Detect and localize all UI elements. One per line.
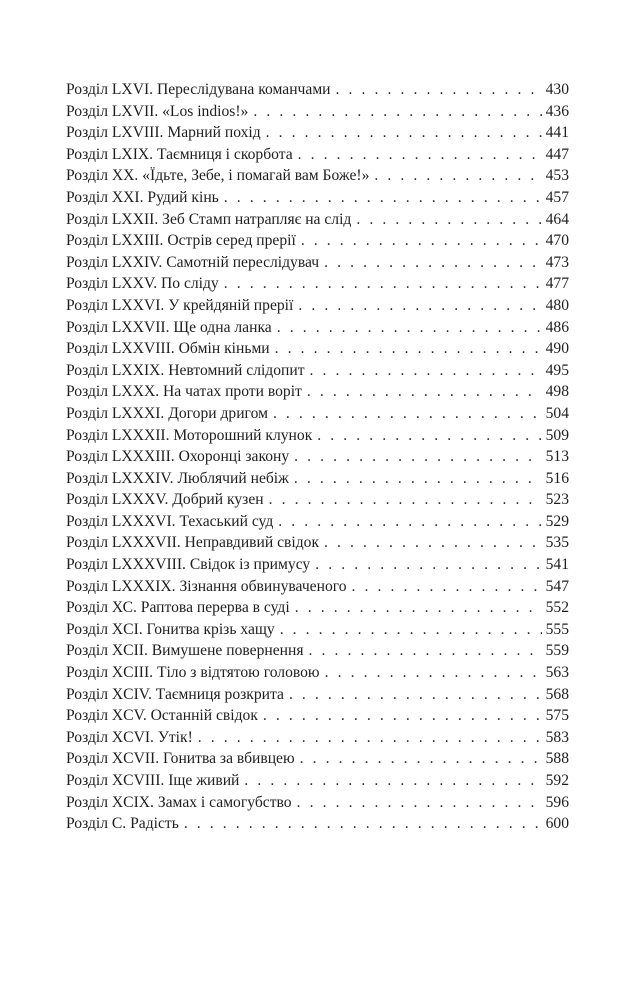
dot-leader — [278, 511, 541, 533]
dot-leader — [324, 532, 542, 554]
chapter-title: Розділ LXXXI. Догори дригом — [66, 404, 268, 422]
page-number: 563 — [545, 664, 569, 682]
dot-leader — [301, 230, 542, 252]
toc-entry[interactable] — [66, 381, 569, 403]
dot-leader — [253, 101, 541, 123]
toc-entry[interactable] — [66, 684, 569, 706]
toc-entry[interactable] — [66, 597, 569, 619]
dot-leader — [273, 403, 542, 425]
page-number: 516 — [545, 469, 569, 487]
page-number: 552 — [545, 599, 569, 617]
table-of-contents — [66, 79, 569, 835]
toc-entry[interactable] — [66, 511, 569, 533]
toc-entry[interactable] — [66, 187, 569, 209]
dot-leader — [336, 79, 542, 101]
dot-leader — [317, 425, 541, 447]
dot-leader — [269, 489, 542, 511]
chapter-title: Розділ XCVIII. Іще живий — [66, 772, 240, 789]
dot-leader — [294, 446, 541, 468]
chapter-title: Розділ LXXIX. Невтомний слідопит — [66, 361, 305, 379]
dot-leader — [325, 662, 542, 684]
page-number: 430 — [545, 81, 569, 98]
toc-entry[interactable] — [66, 792, 569, 814]
page-number: 575 — [545, 707, 569, 725]
dot-leader — [310, 360, 542, 382]
chapter-title: Розділ LXXVII. Ще одна ланка — [66, 318, 272, 336]
chapter-title: Розділ XCIII. Тіло з відтятою головою — [66, 664, 320, 682]
page-number: 529 — [545, 512, 569, 530]
chapter-title: Розділ LXXII. Зеб Стамп натрапляє на слід — [66, 210, 352, 228]
chapter-title: Розділ С. Радість — [66, 815, 179, 833]
chapter-title: Розділ LXXXII. Моторошний клунок — [66, 426, 313, 444]
chapter-title: Розділ XCI. Гонитва крізь хащу — [66, 620, 275, 638]
page-number: 447 — [545, 145, 569, 163]
toc-entry[interactable] — [66, 101, 569, 123]
page-number: 498 — [545, 383, 569, 401]
chapter-title: Розділ XCIV. Таємниця розкрита — [66, 685, 284, 703]
toc-entry[interactable] — [66, 425, 569, 447]
page-number: 436 — [545, 102, 569, 120]
chapter-title: Розділ LXXXIX. Зізнання обвинуваченого — [66, 577, 347, 595]
dot-leader — [244, 770, 541, 792]
toc-entry[interactable] — [66, 122, 569, 144]
chapter-title: Розділ XCIX. Замах і самогубство — [66, 793, 292, 811]
chapter-title: Розділ LXXV. По сліду — [66, 275, 219, 293]
chapter-title: Розділ LXXXIII. Охоронці закону — [66, 448, 290, 466]
toc-entry[interactable] — [66, 209, 569, 231]
page-number: 559 — [545, 642, 569, 660]
chapter-title: Розділ LXXIV. Самотній переслідувач — [66, 253, 320, 271]
chapter-title: Розділ XXI. Рудий кінь — [66, 188, 219, 206]
toc-entry[interactable] — [66, 468, 569, 490]
chapter-title: Розділ LXXXVII. Неправдивий свідок — [66, 534, 320, 552]
toc-entry[interactable] — [66, 165, 569, 187]
dot-leader — [198, 727, 542, 749]
page-number: 504 — [545, 404, 569, 422]
toc-entry[interactable] — [66, 770, 569, 792]
dot-leader — [224, 273, 542, 295]
toc-entry[interactable] — [66, 360, 569, 382]
page-number: 583 — [545, 728, 569, 746]
page-number: 464 — [545, 210, 569, 228]
chapter-title: Розділ LXIX. Таємниця і скорбота — [66, 145, 293, 163]
toc-entry[interactable] — [66, 317, 569, 339]
dot-leader — [277, 317, 542, 339]
toc-entry[interactable] — [66, 813, 569, 835]
chapter-title: Розділ LXVIII. Марний похід — [66, 124, 261, 142]
page-number: 568 — [545, 685, 569, 703]
toc-entry[interactable] — [66, 748, 569, 770]
dot-leader — [309, 640, 542, 662]
toc-entry[interactable] — [66, 338, 569, 360]
dot-leader — [307, 381, 542, 403]
page-number: 477 — [545, 275, 569, 293]
page-number: 535 — [545, 534, 569, 552]
page-number: 457 — [545, 188, 569, 206]
dot-leader — [315, 554, 541, 576]
chapter-title: Розділ LXVII. «Los indios!» — [66, 102, 249, 120]
toc-entry[interactable] — [66, 619, 569, 641]
dot-leader — [184, 813, 542, 835]
chapter-title: Розділ LXXX. На чатах проти воріт — [66, 383, 302, 401]
page-number: 486 — [545, 318, 569, 336]
page-number: 541 — [545, 556, 569, 574]
page-number: 547 — [545, 577, 569, 595]
toc-entry[interactable] — [66, 554, 569, 576]
chapter-title: Розділ XCV. Останній свідок — [66, 707, 258, 725]
dot-leader — [280, 619, 542, 641]
chapter-title: Розділ XX. «Їдьте, Зебе, і помагай вам Боже!» — [66, 167, 370, 185]
page-number: 441 — [545, 124, 569, 142]
toc-entry[interactable] — [66, 662, 569, 684]
toc-entry[interactable] — [66, 532, 569, 554]
dot-leader — [324, 252, 541, 274]
dot-leader — [356, 209, 541, 231]
dot-leader — [263, 705, 542, 727]
page-number: 555 — [545, 620, 569, 638]
dot-leader — [275, 338, 542, 360]
toc-entry[interactable] — [66, 79, 569, 101]
toc-entry[interactable] — [66, 640, 569, 662]
chapter-title: Розділ LXXVIII. Обмін кіньми — [66, 340, 270, 358]
page-number: 473 — [545, 253, 569, 271]
page-number: 453 — [545, 167, 569, 185]
chapter-title: Розділ LXXXIV. Люблячий небіж — [66, 469, 289, 487]
page-number: 592 — [545, 772, 569, 789]
page-number: 596 — [545, 793, 569, 811]
toc-entry[interactable] — [66, 295, 569, 317]
toc-entry[interactable] — [66, 705, 569, 727]
dot-leader — [298, 144, 542, 166]
toc-entry[interactable] — [66, 144, 569, 166]
toc-entry[interactable] — [66, 489, 569, 511]
page-number: 600 — [545, 815, 569, 833]
toc-entry[interactable] — [66, 403, 569, 425]
dot-leader — [374, 165, 541, 187]
chapter-title: Розділ LXVI. Переслідувана команчами — [66, 81, 331, 98]
chapter-title: Розділ XCVI. Утік! — [66, 728, 193, 746]
chapter-title: Розділ XCII. Вимушене повернення — [66, 642, 304, 660]
chapter-title: Розділ LXXXV. Добрий кузен — [66, 491, 264, 509]
dot-leader — [289, 684, 542, 706]
dot-leader — [266, 122, 542, 144]
dot-leader — [224, 187, 542, 209]
toc-entry[interactable] — [66, 576, 569, 598]
page-number: 509 — [545, 426, 569, 444]
page-number: 523 — [545, 491, 569, 509]
dot-leader — [294, 468, 542, 490]
chapter-title: Розділ LXXIII. Острів серед прерії — [66, 232, 296, 250]
page-number: 480 — [545, 296, 569, 314]
dot-leader — [300, 748, 542, 770]
chapter-title: Розділ LXXXVIII. Свідок із примусу — [66, 556, 311, 574]
dot-leader — [298, 295, 541, 317]
toc-entry[interactable] — [66, 446, 569, 468]
toc-entry[interactable] — [66, 273, 569, 295]
dot-leader — [295, 597, 542, 619]
toc-entry[interactable] — [66, 252, 569, 274]
chapter-title: Розділ LXXVI. У крейдяній прерії — [66, 296, 294, 314]
toc-entry[interactable] — [66, 727, 569, 749]
chapter-title: Розділ LXXXVI. Техаський суд — [66, 512, 274, 530]
page-number: 495 — [545, 361, 569, 379]
dot-leader — [297, 792, 542, 814]
page-number: 588 — [545, 750, 569, 768]
page-number: 513 — [545, 448, 569, 466]
chapter-title: Розділ ХС. Раптова перерва в суді — [66, 599, 290, 617]
toc-entry[interactable] — [66, 230, 569, 252]
chapter-title: Розділ XCVII. Гонитва за вбивцею — [66, 750, 295, 768]
page-number: 470 — [545, 232, 569, 250]
page-number: 490 — [545, 340, 569, 358]
dot-leader — [352, 576, 542, 598]
